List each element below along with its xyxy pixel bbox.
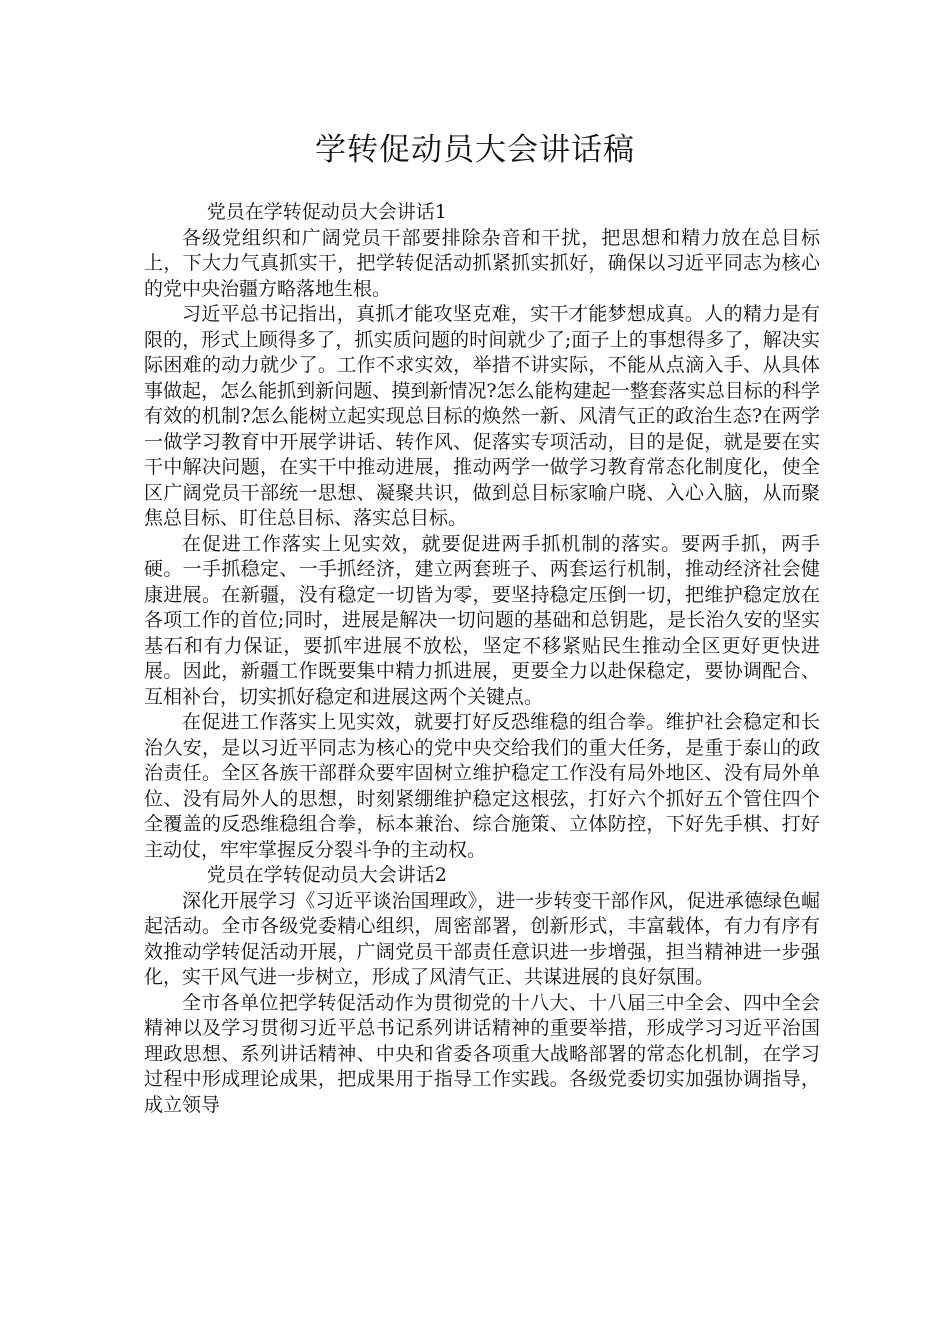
paragraph: 各级党组织和广阔党员干部要排除杂音和干扰，把思想和精力放在总目标上，下大力气真抓实干，把学转促活动抓紧抓实抓好，确保以习近平同志为核心的党中央治疆方略落地生根。 (144, 226, 820, 300)
section-heading-1: 党员在学转促动员大会讲话1 (206, 201, 447, 223)
paragraph: 习近平总书记指出，真抓才能攻坚克难，实干才能梦想成真。人的精力是有限的，形式上顾得多了，抓实质问题的时间就少了;面子上的事想得多了，解决实际困难的动力就少了。工作不求实效，举措不讲实际，不能从点滴入手、从具体事做起，怎么能抓到新问题、摸到新情况?怎么能构建起一整套落实总目标的科学有效的机制?怎么能树立起实现总目标的焕然一新、风清气正的政治生态?在两学一做学习教育中开展学讲话、转作风、促落实专项活动，目的是促，就是要在实干中解决问题，在实干中推动进展，推动两学一做学习教育常态化制度化，使全区广阔党员干部统一思想、凝聚共识，做到总目标家喻户晓、入心入脑，从而聚焦总目标、盯住总目标、落实总目标。 (144, 303, 820, 529)
paragraph: 全市各单位把学转促活动作为贯彻党的十八大、十八届三中全会、四中全会精神以及学习贯彻习近平总书记系列讲话精神的重要举措，形成学习习近平治国理政思想、系列讲话精神、中央和省委各项重大战略部署的常态化机制，在学习过程中形成理论成果，把成果用于指导工作实践。各级党委切实加强协调指导，成立领导 (144, 991, 820, 1116)
paragraph: 深化开展学习《习近平谈治国理政》，进一步转变干部作风，促进承德绿色崛起活动。全市各级党委精心组织，周密部署，创新形式，丰富载体，有力有序有效推动学转促活动开展，广阔党员干部责任意识进一步增强，担当精神进一步强化，实干风气进一步树立，形成了风清气正、共谋进展的良好氛围。 (144, 889, 820, 988)
paragraph: 在促进工作落实上见实效，就要促进两手抓机制的落实。要两手抓，两手硬。一手抓稳定、一手抓经济，建立两套班子、两套运行机制，推动经济社会健康进展。在新疆，没有稳定一切皆为零，要坚持稳定压倒一切，把维护稳定放在各项工作的首位;同时，进展是解决一切问题的基础和总钥匙，是长治久安的坚实基石和有力保证，要抓牢进展不放松，坚定不移紧贴民生推动全区更好更快进展。因此，新疆工作既要集中精力抓进展，更要全力以赴保稳定，要协调配合、互相补台，切实抓好稳定和进展这两个关键点。 (144, 532, 820, 708)
section-heading-2: 党员在学转促动员大会讲话2 (206, 864, 447, 886)
document-title: 学转促动员大会讲话稿 (315, 132, 635, 168)
document-body (144, 200, 820, 1118)
paragraph: 在促进工作落实上见实效，就要打好反恐维稳的组合拳。维护社会稳定和长治久安，是以习近平同志为核心的党中央交给我们的重大任务，是重于泰山的政治责任。全区各族干部群众要牢固树立维护稳定工作没有局外地区、没有局外单位、没有局外人的思想，时刻紧绷维护稳定这根弦，打好六个抓好五个管住四个全覆盖的反恐维稳组合拳，标本兼治、综合施策、立体防控，下好先手棋、打好主动仗，牢牢掌握反分裂斗争的主动权。 (144, 711, 820, 861)
